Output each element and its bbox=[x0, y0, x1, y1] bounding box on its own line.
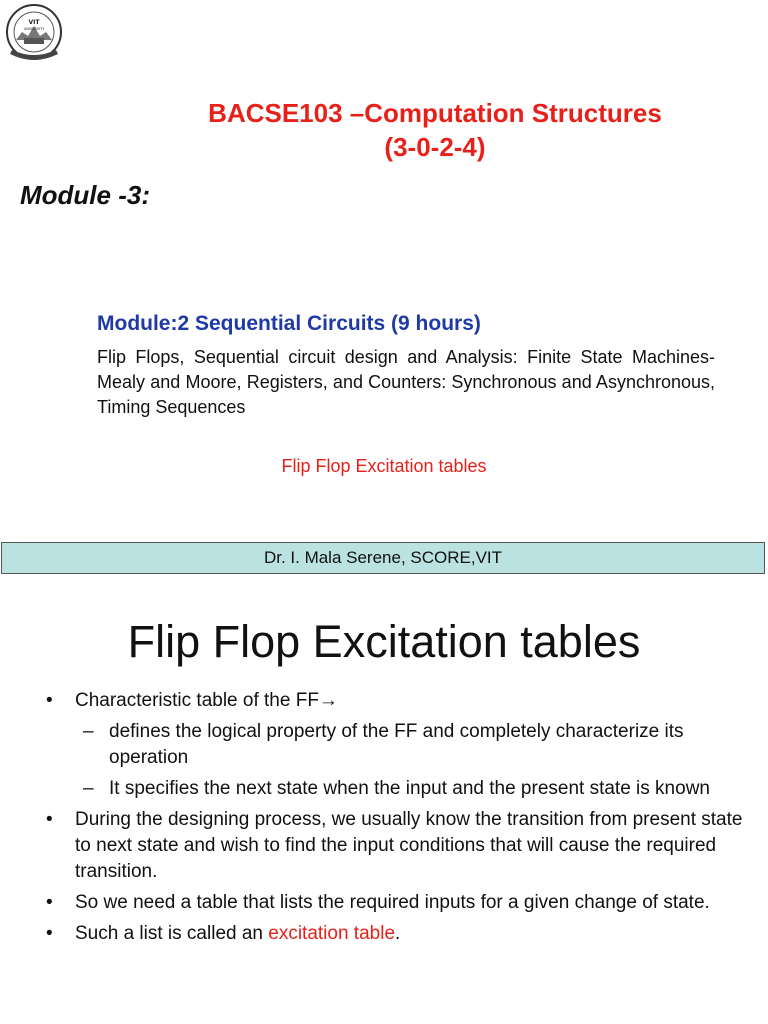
bullet-marker: • bbox=[46, 923, 53, 944]
module-heading: Module -3: bbox=[20, 180, 150, 210]
sub-bullet-item bbox=[46, 719, 746, 771]
bullet-text bbox=[75, 923, 400, 944]
excitation-table-highlight: excitation table bbox=[268, 923, 396, 944]
dash-marker: – bbox=[83, 778, 94, 799]
slide-footer bbox=[1, 542, 765, 574]
svg-text:VIT: VIT bbox=[28, 19, 40, 26]
dash-marker: – bbox=[83, 721, 94, 742]
sub-bullet-text: It specifies the next state when the input and the present state is known bbox=[109, 778, 710, 799]
sub-bullet-item bbox=[46, 776, 746, 802]
bullet-text-suffix: . bbox=[395, 923, 401, 944]
bullet-item bbox=[46, 688, 746, 714]
course-title-line-2: (3-0-2-4) bbox=[384, 132, 486, 162]
bullet-text: Characteristic table of the FF→ bbox=[75, 690, 338, 711]
bullet-marker: • bbox=[46, 809, 53, 830]
footer-author: Dr. I. Mala Serene, SCORE,VIT bbox=[263, 548, 503, 567]
course-title bbox=[140, 96, 730, 164]
bullet-item bbox=[46, 807, 746, 885]
bullet-marker: • bbox=[46, 892, 53, 913]
vit-university-seal-icon bbox=[2, 2, 66, 66]
bullet-text: During the designing process, we usually know the transition from present state to next state and wish to find the input conditions that will cause the required transition. bbox=[75, 809, 743, 882]
slide-2 bbox=[0, 580, 768, 1024]
svg-text:UNIVERSITY: UNIVERSITY bbox=[23, 27, 45, 31]
bullet-text: So we need a table that lists the required inputs for a given change of state. bbox=[75, 892, 710, 913]
bullet-marker: • bbox=[46, 690, 53, 711]
slide-title: Flip Flop Excitation tables bbox=[127, 616, 641, 667]
bullet-text-prefix: Such a list is called an bbox=[75, 923, 269, 944]
bullet-item bbox=[46, 921, 746, 947]
sub-bullet-text: defines the logical property of the FF and completely characterize its operation bbox=[109, 721, 684, 768]
bullet-item bbox=[46, 890, 746, 916]
topic-title: Flip Flop Excitation tables bbox=[281, 456, 487, 476]
syllabus-title: Module:2 Sequential Circuits (9 hours) bbox=[97, 312, 481, 335]
course-title-line-1: BACSE103 –Computation Structures bbox=[208, 98, 662, 128]
syllabus-description: Flip Flops, Sequential circuit design and Analysis: Finite State Machines-Mealy and Moore, Registers, and Counters: Synchronous and Asynchronous, Timing Sequences bbox=[97, 347, 715, 417]
bullet-list bbox=[46, 688, 746, 952]
